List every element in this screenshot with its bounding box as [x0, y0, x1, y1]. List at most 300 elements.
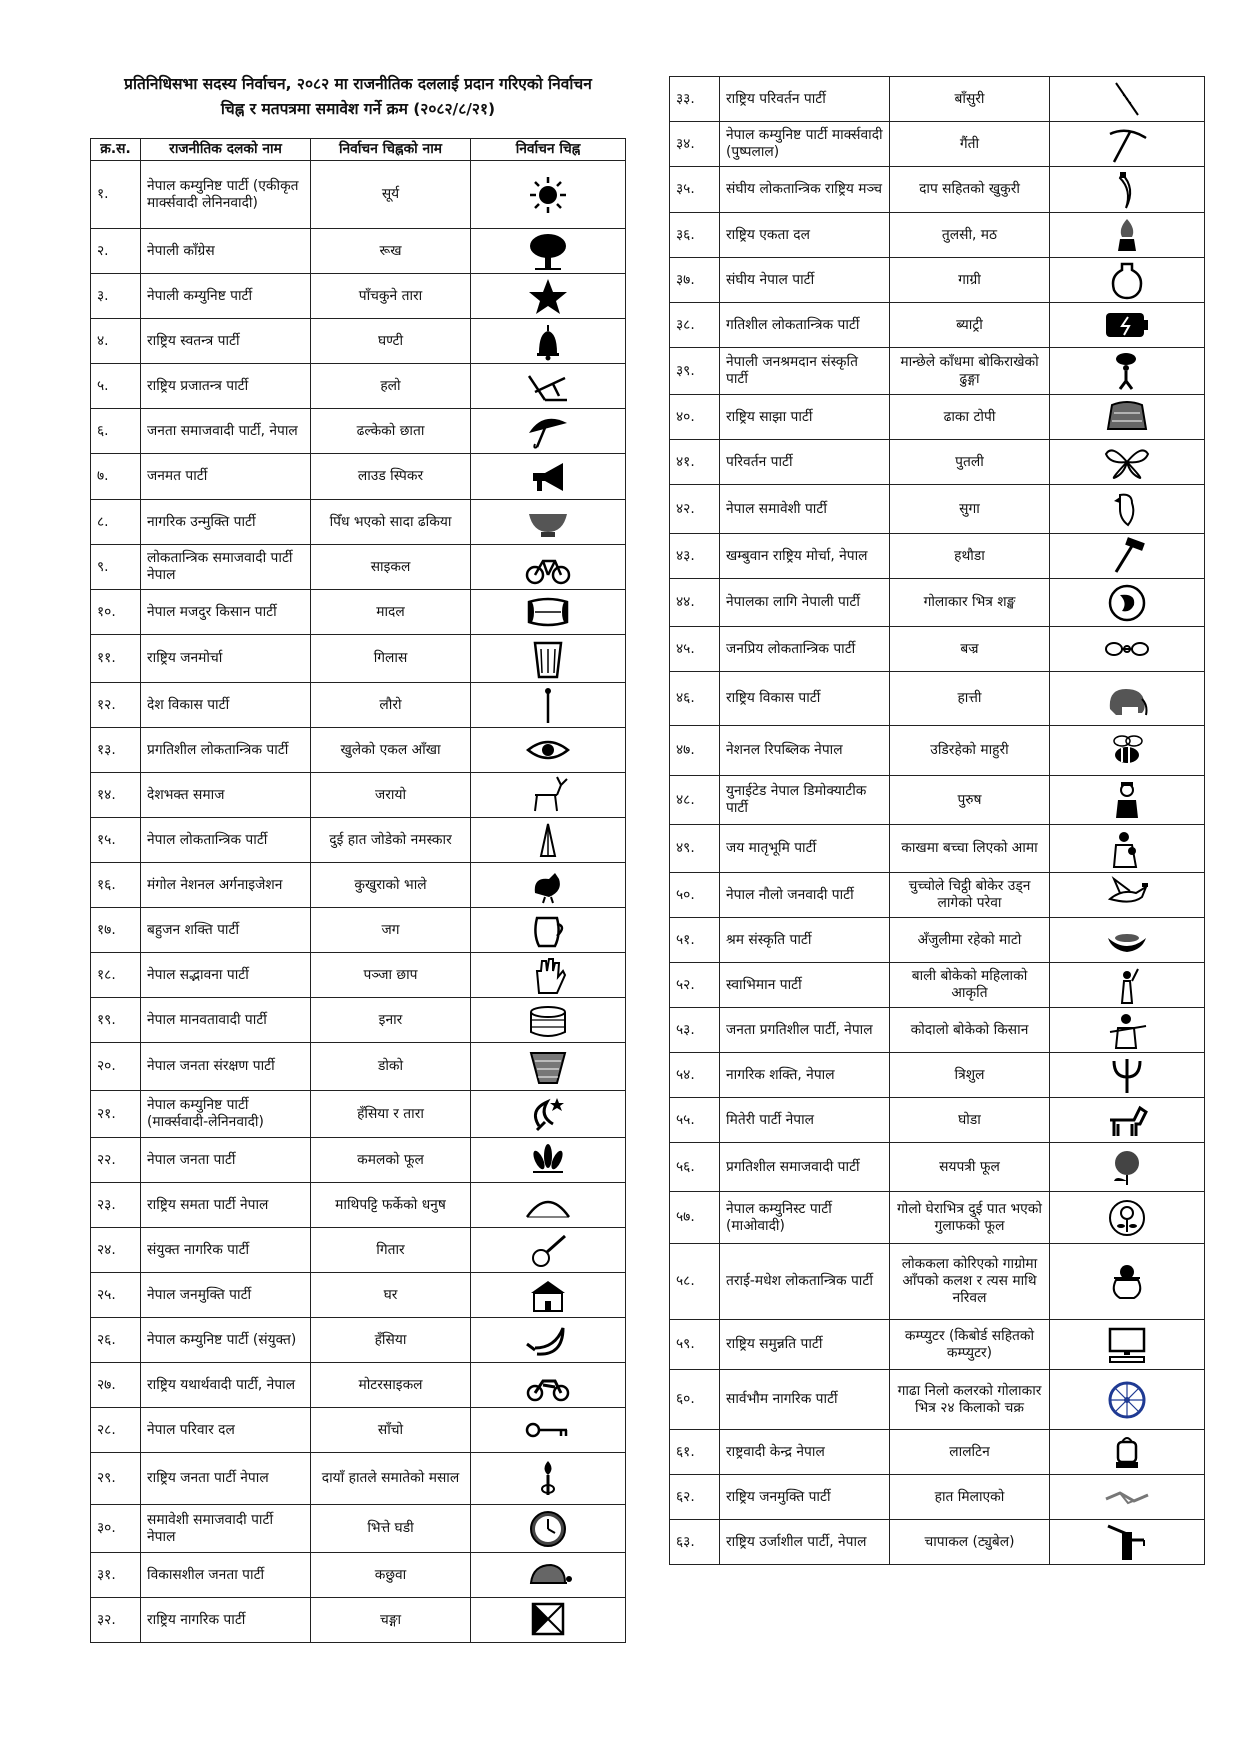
serial-number: ३०.	[91, 1505, 141, 1553]
symbol-name: सूर्य	[311, 161, 471, 229]
serial-number: ५८.	[670, 1244, 720, 1320]
party-name: राष्ट्रिय जनमुक्ति पार्टी	[720, 1475, 890, 1520]
table-row	[91, 1553, 626, 1598]
symbol-image	[471, 1453, 626, 1505]
symbol-image	[1050, 918, 1205, 963]
symbol-name: साँचो	[311, 1408, 471, 1453]
symbol-name: मादल	[311, 590, 471, 635]
umbrella-icon	[523, 411, 573, 451]
table-row	[91, 161, 626, 229]
hand-pump-icon	[1102, 1522, 1152, 1562]
symbol-image	[471, 364, 626, 409]
serial-number: १२.	[91, 683, 141, 728]
party-name: नेपाल परिवार दल	[141, 1408, 311, 1453]
serial-number: ६०.	[670, 1370, 720, 1430]
table-row	[91, 1183, 626, 1228]
rose-in-circle-icon	[1102, 1198, 1152, 1238]
symbol-image	[471, 728, 626, 773]
party-name: जनप्रिय लोकतान्त्रिक पार्टी	[720, 627, 890, 672]
basket-icon	[523, 502, 573, 542]
party-name: नेपाली काँग्रेस	[141, 229, 311, 274]
symbol-image	[1050, 1520, 1205, 1565]
symbol-name: कुखुराको भाले	[311, 863, 471, 908]
table-row	[91, 1408, 626, 1453]
symbol-image	[471, 1598, 626, 1643]
table-row	[670, 873, 1205, 918]
serial-number: १४.	[91, 773, 141, 818]
table-header-row	[91, 139, 626, 161]
trident-icon	[1102, 1055, 1152, 1095]
party-name: नागरिक उन्मुक्ति पार्टी	[141, 500, 311, 545]
mother-child-icon	[1102, 829, 1152, 869]
symbol-name: गाग्री	[890, 258, 1050, 303]
party-name: स्वाभिमान पार्टी	[720, 963, 890, 1008]
symbol-name: लौरो	[311, 683, 471, 728]
symbol-name: ढाका टोपी	[890, 395, 1050, 440]
party-name: राष्ट्रिय समुन्नति पार्टी	[720, 1320, 890, 1370]
symbol-name: पञ्जा छाप	[311, 953, 471, 998]
table-row	[670, 1143, 1205, 1192]
symbol-name: लोककला कोरिएको गाग्रोमा आँपको कलश र त्यस माथि नरिवल	[890, 1244, 1050, 1320]
symbol-image	[471, 953, 626, 998]
symbol-image	[1050, 1320, 1205, 1370]
party-name: सार्वभौम नागरिक पार्टी	[720, 1370, 890, 1430]
party-name: राष्ट्रिय उर्जाशील पार्टी, नेपाल	[720, 1520, 890, 1565]
serial-number: १७.	[91, 908, 141, 953]
serial-number: २७.	[91, 1363, 141, 1408]
serial-number: ४१.	[670, 440, 720, 485]
table-row	[91, 409, 626, 454]
symbol-name: गितार	[311, 1228, 471, 1273]
serial-number: ३९.	[670, 348, 720, 395]
kite-icon	[523, 1600, 573, 1640]
symbol-name: हात मिलाएको	[890, 1475, 1050, 1520]
chakra-wheel-icon	[1102, 1380, 1152, 1420]
serial-number: २८.	[91, 1408, 141, 1453]
table-row	[91, 1228, 626, 1273]
symbol-image	[471, 683, 626, 728]
table-row	[670, 1430, 1205, 1475]
party-name: नेपालका लागि नेपाली पार्टी	[720, 579, 890, 627]
symbol-name: घर	[311, 1273, 471, 1318]
serial-number: २०.	[91, 1043, 141, 1091]
heading-line-2: चिह्न र मतपत्रमा समावेश गर्ने क्रम (२०८२/८/२१)	[220, 100, 496, 118]
symbol-name: बाँसुरी	[890, 77, 1050, 122]
table-row	[670, 534, 1205, 579]
symbol-name: ब्याट्री	[890, 303, 1050, 348]
serial-number: २४.	[91, 1228, 141, 1273]
deer-icon	[523, 775, 573, 815]
table-row	[670, 395, 1205, 440]
party-name: तराई-मधेश लोकतान्त्रिक पार्टी	[720, 1244, 890, 1320]
party-name: जनमत पार्टी	[141, 454, 311, 500]
table-row	[670, 1098, 1205, 1143]
symbol-name: बज्र	[890, 627, 1050, 672]
symbol-image	[1050, 1192, 1205, 1244]
pickaxe-icon	[1102, 124, 1152, 164]
party-name: नेपाल कम्युनिष्ट पार्टी (मार्क्सवादी-लेनिनवादी)	[141, 1091, 311, 1138]
table-row	[670, 213, 1205, 258]
party-name: नेपाल मानवतावादी पार्टी	[141, 998, 311, 1043]
serial-number: ५७.	[670, 1192, 720, 1244]
serial-number: ३३.	[670, 77, 720, 122]
party-name: संघीय नेपाल पार्टी	[720, 258, 890, 303]
serial-number: २५.	[91, 1273, 141, 1318]
symbol-name: गैंती	[890, 122, 1050, 167]
serial-number: १०.	[91, 590, 141, 635]
symbol-image	[1050, 1143, 1205, 1192]
symbol-image	[1050, 1475, 1205, 1520]
symbol-image	[1050, 395, 1205, 440]
party-name: प्रगतिशील लोकतान्त्रिक पार्टी	[141, 728, 311, 773]
symbol-name: सुगा	[890, 485, 1050, 534]
symbol-image	[471, 1408, 626, 1453]
hammer-icon	[1102, 536, 1152, 576]
serial-number: ३.	[91, 274, 141, 319]
symbol-name: मोटरसाइकल	[311, 1363, 471, 1408]
header-symbol: निर्वाचन चिह्न	[471, 139, 626, 161]
symbol-image	[471, 1138, 626, 1183]
party-name: राष्ट्रिय नागरिक पार्टी	[141, 1598, 311, 1643]
table-row	[670, 77, 1205, 122]
serial-number: ४८.	[670, 776, 720, 825]
party-name: संघीय लोकतान्त्रिक राष्ट्रिय मञ्च	[720, 167, 890, 213]
house-icon	[523, 1275, 573, 1315]
symbol-image	[1050, 303, 1205, 348]
table-row	[670, 1320, 1205, 1370]
party-name: नेपाल कम्युनिष्ट पार्टी (संयुक्त)	[141, 1318, 311, 1363]
tortoise-icon	[523, 1555, 573, 1595]
symbol-image	[471, 1228, 626, 1273]
symbol-name: काखमा बच्चा लिएको आमा	[890, 825, 1050, 873]
serial-number: ६.	[91, 409, 141, 454]
serial-number: ३८.	[670, 303, 720, 348]
table-row	[670, 726, 1205, 776]
party-name: देशभक्त समाज	[141, 773, 311, 818]
party-name: नेपाल जनता संरक्षण पार्टी	[141, 1043, 311, 1091]
heading-line-1: प्रतिनिधिसभा सदस्य निर्वाचन, २०८२ मा राजनीतिक दललाई प्रदान गरिएको निर्वाचन	[124, 75, 592, 93]
symbol-image	[471, 818, 626, 863]
party-name: नागरिक शक्ति, नेपाल	[720, 1053, 890, 1098]
party-name: संयुक्त नागरिक पार्टी	[141, 1228, 311, 1273]
serial-number: ४२.	[670, 485, 720, 534]
symbol-name: डोको	[311, 1043, 471, 1091]
serial-number: ७.	[91, 454, 141, 500]
serial-number: ५९.	[670, 1320, 720, 1370]
symbol-name: घण्टी	[311, 319, 471, 364]
tulsi-temple-icon	[1102, 215, 1152, 255]
serial-number: ४९.	[670, 825, 720, 873]
handshake-icon	[1102, 1477, 1152, 1517]
table-row	[91, 274, 626, 319]
symbol-image	[471, 1183, 626, 1228]
serial-number: २६.	[91, 1318, 141, 1363]
symbol-name: बाली बोकेको महिलाको आकृति	[890, 963, 1050, 1008]
symbol-image	[471, 545, 626, 590]
symbol-image	[471, 1318, 626, 1363]
serial-number: ५०.	[670, 873, 720, 918]
party-name: नेशनल रिपब्लिक नेपाल	[720, 726, 890, 776]
table-row	[91, 818, 626, 863]
kalash-coconut-icon	[1102, 1262, 1152, 1302]
table-row	[91, 1091, 626, 1138]
symbol-image	[471, 161, 626, 229]
serial-number: ६१.	[670, 1430, 720, 1475]
serial-number: ३४.	[670, 122, 720, 167]
table-row	[91, 1043, 626, 1091]
document-heading	[88, 72, 628, 122]
sickle-icon	[523, 1320, 573, 1360]
table-row	[670, 167, 1205, 213]
symbol-image	[471, 1273, 626, 1318]
symbol-name: साइकल	[311, 545, 471, 590]
party-name: श्रम संस्कृति पार्टी	[720, 918, 890, 963]
table-row	[670, 485, 1205, 534]
table-row	[670, 122, 1205, 167]
symbol-image	[1050, 873, 1205, 918]
wall-clock-icon	[523, 1509, 573, 1549]
symbol-name: मान्छेले काँधमा बोकिराखेको ढुङ्गा	[890, 348, 1050, 395]
loudspeaker-icon	[523, 457, 573, 497]
table-row	[670, 1008, 1205, 1053]
horse-icon	[1102, 1100, 1152, 1140]
guitar-icon	[523, 1230, 573, 1270]
table-row	[91, 229, 626, 274]
table-row	[670, 825, 1205, 873]
table-row	[91, 454, 626, 500]
serial-number: १९.	[91, 998, 141, 1043]
header-symbol-name: निर्वाचन चिह्नको नाम	[311, 139, 471, 161]
farmer-spade-icon	[1102, 1010, 1152, 1050]
party-name: राष्ट्रिय जनमोर्चा	[141, 635, 311, 683]
serial-number: ५४.	[670, 1053, 720, 1098]
serial-number: ६३.	[670, 1520, 720, 1565]
table-row	[91, 1273, 626, 1318]
table-row	[91, 1138, 626, 1183]
party-name: राष्ट्रिय एकता दल	[720, 213, 890, 258]
glass-icon	[523, 639, 573, 679]
rooster-icon	[523, 865, 573, 905]
table-row	[91, 364, 626, 409]
table-row	[91, 1318, 626, 1363]
party-name: नेपाली कम्युनिष्ट पार्टी	[141, 274, 311, 319]
party-name: जनता प्रगतिशील पार्टी, नेपाल	[720, 1008, 890, 1053]
symbol-image	[471, 229, 626, 274]
computer-icon	[1102, 1325, 1152, 1365]
symbol-image	[471, 319, 626, 364]
party-name: नेपाल समावेशी पार्टी	[720, 485, 890, 534]
party-name: जनता समाजवादी पार्टी, नेपाल	[141, 409, 311, 454]
party-name: नेपाल कम्युनिस्ट पार्टी (माओवादी)	[720, 1192, 890, 1244]
symbol-name: घोडा	[890, 1098, 1050, 1143]
table-row	[670, 1475, 1205, 1520]
symbol-image	[471, 773, 626, 818]
symbol-image	[1050, 672, 1205, 726]
man-carrying-stone-icon	[1102, 351, 1152, 391]
table-row	[91, 1598, 626, 1643]
table-row	[91, 1363, 626, 1408]
symbol-image	[471, 274, 626, 319]
symbol-name: चङ्गा	[311, 1598, 471, 1643]
party-name: राष्ट्रिय प्रजातन्त्र पार्टी	[141, 364, 311, 409]
serial-number: १.	[91, 161, 141, 229]
table-row	[91, 635, 626, 683]
symbol-image	[1050, 122, 1205, 167]
key-icon	[523, 1410, 573, 1450]
bicycle-icon	[523, 547, 573, 587]
party-name: लोकतान्त्रिक समाजवादी पार्टी नेपाल	[141, 545, 311, 590]
symbol-image	[1050, 1370, 1205, 1430]
serial-number: ३५.	[670, 167, 720, 213]
serial-number: २२.	[91, 1138, 141, 1183]
symbol-image	[471, 1553, 626, 1598]
table-row	[91, 590, 626, 635]
dhaka-topi-icon	[1102, 397, 1152, 437]
party-name: राष्ट्रिय विकास पार्टी	[720, 672, 890, 726]
serial-number: ४.	[91, 319, 141, 364]
symbol-name: चापाकल (ट्युबेल)	[890, 1520, 1050, 1565]
vajra-icon	[1102, 629, 1152, 669]
party-name: नेपाल जनमुक्ति पार्टी	[141, 1273, 311, 1318]
party-name: नेपाल नौलो जनवादी पार्टी	[720, 873, 890, 918]
party-name: राष्ट्रिय स्वतन्त्र पार्टी	[141, 319, 311, 364]
symbol-image	[1050, 258, 1205, 303]
battery-icon	[1102, 305, 1152, 345]
symbol-name: कोदालो बोकेको किसान	[890, 1008, 1050, 1053]
symbol-name: हलो	[311, 364, 471, 409]
khukuri-icon	[1102, 170, 1152, 210]
symbol-image	[1050, 1053, 1205, 1098]
lantern-icon	[1102, 1432, 1152, 1472]
water-pot-icon	[1102, 260, 1152, 300]
woman-with-crop-icon	[1102, 965, 1152, 1005]
symbol-image	[471, 500, 626, 545]
symbol-name: गोलाकार भित्र शङ्ख	[890, 579, 1050, 627]
symbol-name: उडिरहेको माहुरी	[890, 726, 1050, 776]
table-row	[670, 348, 1205, 395]
plough-icon	[523, 366, 573, 406]
serial-number: ५६.	[670, 1143, 720, 1192]
table-row	[670, 918, 1205, 963]
table-row	[91, 998, 626, 1043]
party-name: नेपाल कम्युनिष्ट पार्टी (एकीकृत मार्क्सवादी लेनिनवादी)	[141, 161, 311, 229]
symbol-image	[471, 635, 626, 683]
conch-in-circle-icon	[1102, 583, 1152, 623]
table-row	[670, 1370, 1205, 1430]
symbol-name: हँसिया र तारा	[311, 1091, 471, 1138]
table-row	[670, 1192, 1205, 1244]
palm-icon	[523, 955, 573, 995]
table-row	[91, 773, 626, 818]
symbol-name: खुलेको एकल आँखा	[311, 728, 471, 773]
table-row	[670, 672, 1205, 726]
symbol-name: पिँध भएको सादा ढकिया	[311, 500, 471, 545]
party-name: विकासशील जनता पार्टी	[141, 1553, 311, 1598]
party-name: परिवर्तन पार्टी	[720, 440, 890, 485]
symbol-name: दायाँ हातले समातेको मसाल	[311, 1453, 471, 1505]
bee-icon	[1102, 731, 1152, 771]
symbol-image	[471, 409, 626, 454]
symbol-image	[471, 454, 626, 500]
lotus-icon	[523, 1140, 573, 1180]
party-name: गतिशील लोकतान्त्रिक पार्टी	[720, 303, 890, 348]
party-name: प्रगतिशील समाजवादी पार्टी	[720, 1143, 890, 1192]
table-row	[670, 1053, 1205, 1098]
serial-number: ५२.	[670, 963, 720, 1008]
symbol-name: लालटिन	[890, 1430, 1050, 1475]
sickle-star-icon	[523, 1094, 573, 1134]
header-party-name: राजनीतिक दलको नाम	[141, 139, 311, 161]
serial-number: ४०.	[670, 395, 720, 440]
symbol-name: जरायो	[311, 773, 471, 818]
symbol-image	[1050, 534, 1205, 579]
symbol-name: लाउड स्पिकर	[311, 454, 471, 500]
symbol-image	[471, 998, 626, 1043]
table-row	[670, 627, 1205, 672]
serial-number: ५३.	[670, 1008, 720, 1053]
serial-number: ५५.	[670, 1098, 720, 1143]
symbol-image	[471, 863, 626, 908]
serial-number: ४६.	[670, 672, 720, 726]
parrot-icon	[1102, 489, 1152, 529]
symbol-image	[1050, 213, 1205, 258]
table-row	[91, 728, 626, 773]
symbol-name: हथौडा	[890, 534, 1050, 579]
motorcycle-icon	[523, 1365, 573, 1405]
marigold-icon	[1102, 1147, 1152, 1187]
table-row	[670, 776, 1205, 825]
symbol-image	[471, 590, 626, 635]
symbol-name: पाँचकुने तारा	[311, 274, 471, 319]
serial-number: ४७.	[670, 726, 720, 776]
symbol-image	[471, 1091, 626, 1138]
party-name: मितेरी पार्टी नेपाल	[720, 1098, 890, 1143]
symbol-name: कमलको फूल	[311, 1138, 471, 1183]
table-row	[670, 963, 1205, 1008]
symbol-name: दुई हात जोडेको नमस्कार	[311, 818, 471, 863]
symbol-name: त्रिशुल	[890, 1053, 1050, 1098]
madal-drum-icon	[523, 592, 573, 632]
symbol-name: कम्प्युटर (किबोर्ड सहितको कम्प्युटर)	[890, 1320, 1050, 1370]
symbol-image	[1050, 776, 1205, 825]
symbol-image	[1050, 440, 1205, 485]
flute-icon	[1102, 79, 1152, 119]
symbol-name: ढल्केको छाता	[311, 409, 471, 454]
symbol-name: माथिपट्टि फर्केको धनुष	[311, 1183, 471, 1228]
symbol-image	[1050, 825, 1205, 873]
butterfly-icon	[1102, 442, 1152, 482]
elephant-icon	[1102, 679, 1152, 719]
symbol-image	[1050, 348, 1205, 395]
man-icon	[1102, 780, 1152, 820]
table-row	[91, 319, 626, 364]
table-row	[91, 500, 626, 545]
serial-number: ४३.	[670, 534, 720, 579]
serial-number: १६.	[91, 863, 141, 908]
symbol-image	[1050, 77, 1205, 122]
party-name: राष्ट्रवादी केन्द्र नेपाल	[720, 1430, 890, 1475]
star-icon	[523, 276, 573, 316]
symbols-table-right	[669, 76, 1205, 1565]
table-row	[670, 258, 1205, 303]
torch-icon	[523, 1459, 573, 1499]
serial-number: ११.	[91, 635, 141, 683]
serial-number: ९.	[91, 545, 141, 590]
symbol-image	[1050, 485, 1205, 534]
soil-in-hands-icon	[1102, 920, 1152, 960]
sun-icon	[523, 175, 573, 215]
table-row	[670, 303, 1205, 348]
